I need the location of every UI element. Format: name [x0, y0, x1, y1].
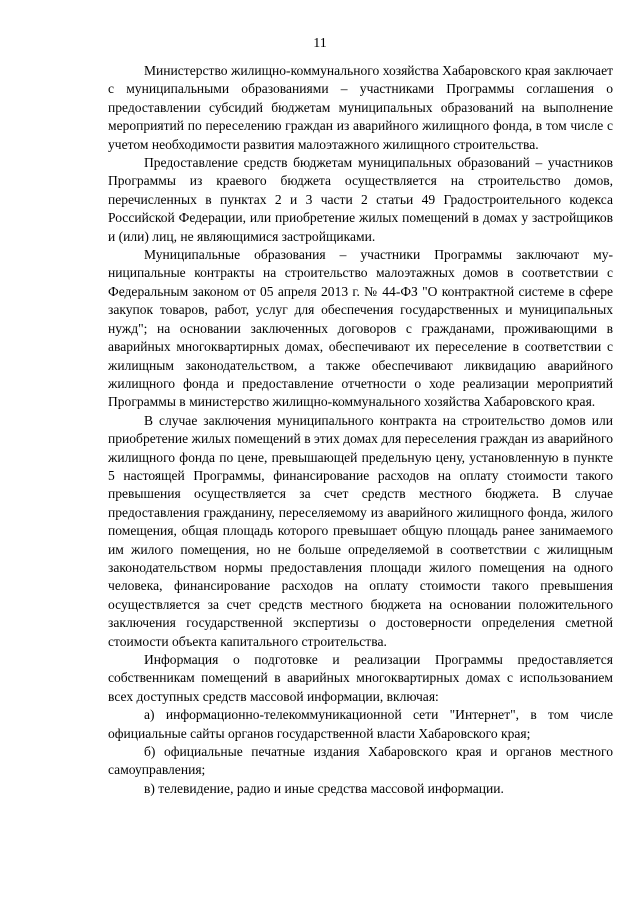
- document-body: [108, 62, 613, 798]
- paragraph-budget-funding: Предоставление средств бюджетам муниципальных образований – участников Программы из краевого бюджета осуществляется на строительство домов, перечисленных в пунктах 2 и 3 части 2 статьи 49 Градостроительного кодекса Российской Федерации, или приобретение жилых помещений в домах у застройщиков и (или) лиц, не являющимися застройщиками.: [108, 155, 613, 244]
- paragraph-information: Информация о подготовке и реализации Программы предоставляется собственникам помещений в аварийных многоквартирных домах с использованием всех доступных средств массовой информации, включая:: [108, 652, 613, 704]
- list-item-tv-radio: в) телевидение, радио и иные средства массовой информации.: [144, 780, 504, 796]
- paragraph-subsidy-agreements: Министерство жилищно-коммунального хозяйства Хабаровского края заключает с муниципальными образованиями – участниками Программы соглашения о предоставлении субсидий бюджетам муниципальных образований на выполнение мероприятий по переселению граждан из аварийного жилищного фонда, в том числе с учетом необходимости развития малоэтажного жилищного строительства.: [108, 63, 613, 152]
- paragraph-price-excess: В случае заключения муниципального контракта на строительство домов или приобретение жилых помещений в этих домах для переселения граждан из аварийного жилищного фонда по цене, превышающей предельную цену, установленную в пункте 5 настоящей Программы, финансирование расходов на оплату стоимости такого превышения осуществляется за счет средств местного бюджета. В случае предоставления гражданину, переселяемому из аварийного жилищного фонда, жилого помещения, общая площадь которого превышает общую площадь ранее занимаемого им жилого помещения, но не больше определяемой в соответствии с жилищным законодательством нормы предоставления площади жилого помещения на одного человека, финансирование расходов на оплату стоимости такого превышения осуществляется за счет средств местного бюджета на основании положительного заключения государственной экспертизы о достоверности определения сметной стоимости объекта капитального строительства.: [108, 412, 613, 649]
- list-item-internet: а) информационно-телекоммуникационной сети "Интернет", в том числе официальные сайты органов государственной власти Хабаровского края;: [108, 707, 613, 741]
- list-item-print-media: б) официальные печатные издания Хабаровского края и органов местного самоуправления;: [108, 744, 613, 778]
- page-number: 11: [313, 36, 327, 51]
- paragraph-municipal-contracts: Муниципальные образования – участники Программы заключают муниципальные контракты на строительство малоэтажных домов в соответствии с Федеральным законом от 05 апреля 2013 г. № 44-ФЗ "О контрактной системе в сфере закупок товаров, работ, услуг для обеспечения государственных и муниципальных нужд"; на основании заключенных договоров с гражданами, проживающими в аварийных многоквартирных домах, обеспечивают их переселение в соответствии с жилищным законодательством, а также обеспечивают ликвидацию аварийного жилищного фонда и предоставление отчетности о ходе реализации мероприятий Программы в министерство жилищно-коммунального хозяйства Хабаровского края.: [108, 247, 613, 410]
